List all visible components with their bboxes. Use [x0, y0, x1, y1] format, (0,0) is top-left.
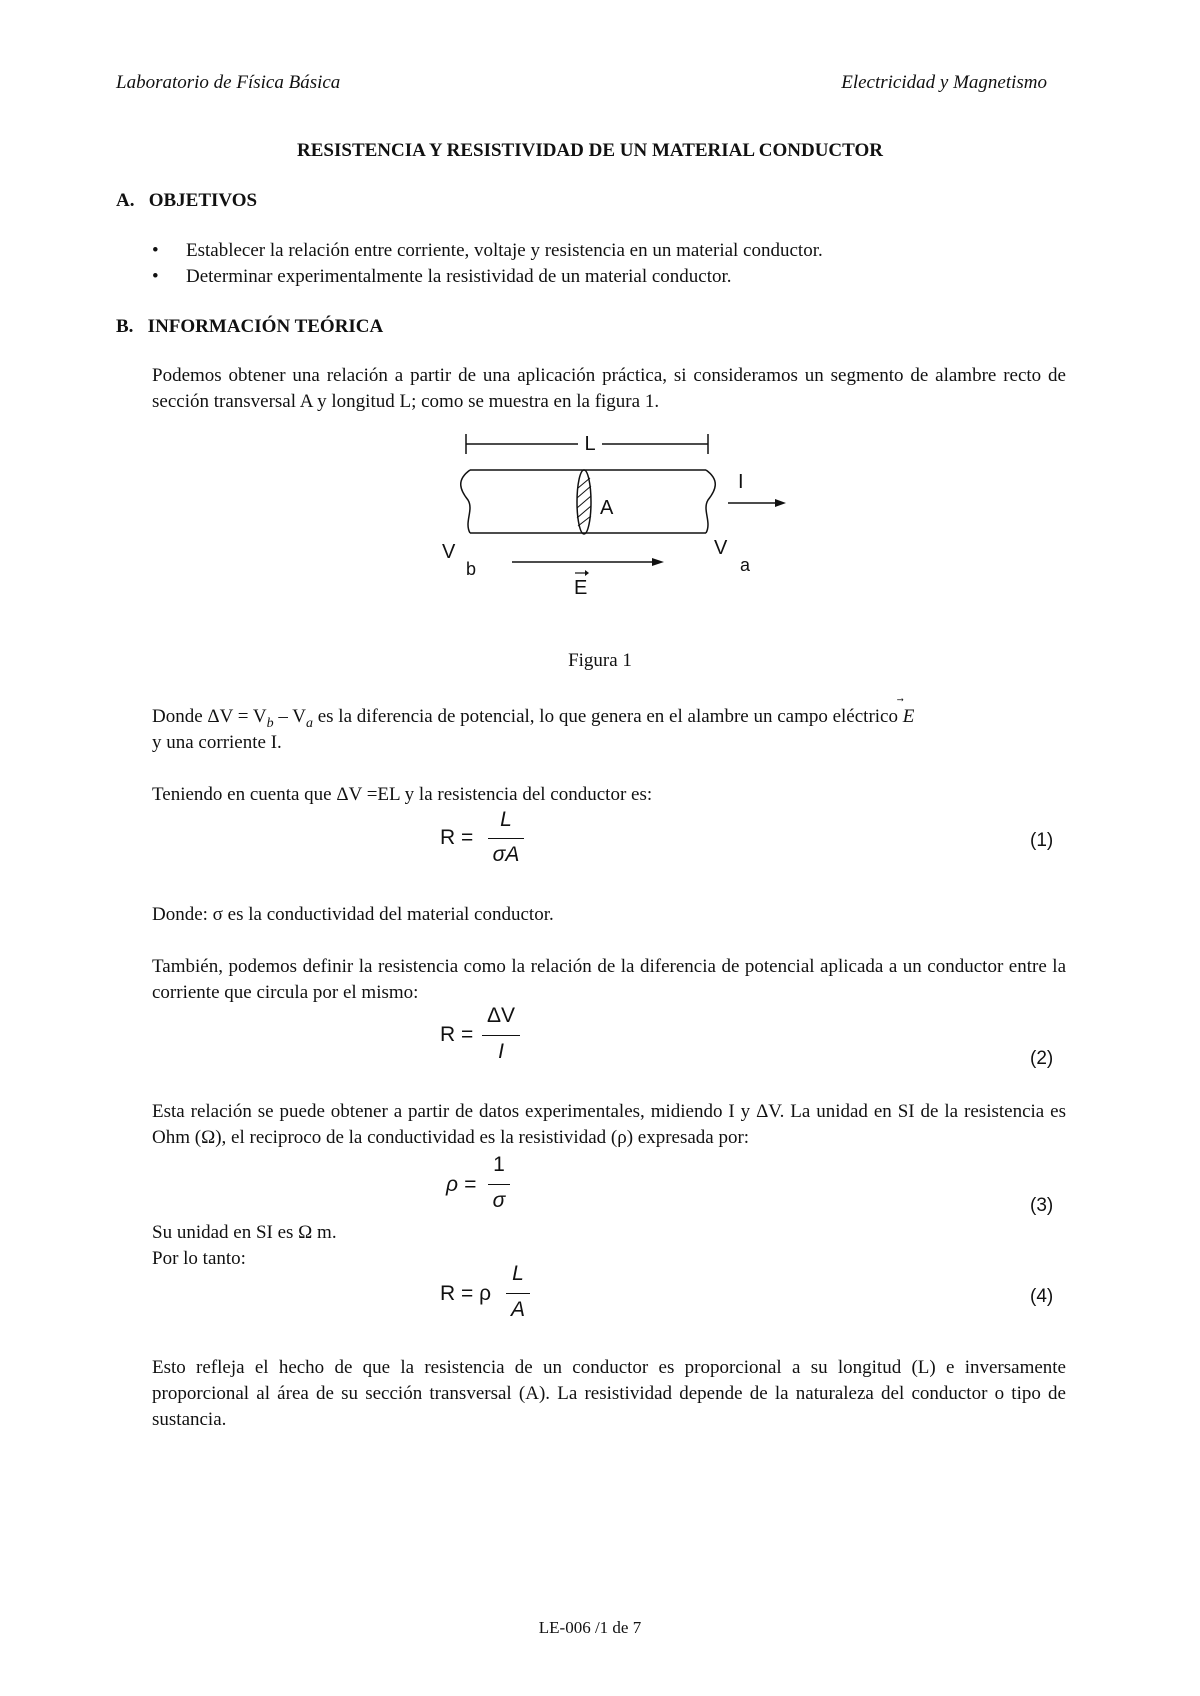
- label-I: I: [738, 471, 744, 493]
- label-E: E: [574, 577, 588, 599]
- current-arrow-head: [775, 499, 786, 507]
- esto-paragraph: Esto refleja el hecho de que la resistencia de un conductor es proporcional a su longitud (L) e inversamente proporcional al área de su sección transversal (A). La resistividad depende de la naturaleza del conductor o tipo de sustancia.: [152, 1357, 1066, 1430]
- vector-arrowhead-E: [585, 570, 589, 576]
- eq4-fraction-bar: [506, 1293, 530, 1294]
- subscript-b: b: [266, 715, 274, 731]
- eq4-lhs: R = ρ: [440, 1282, 492, 1305]
- eq4-denominator: A: [510, 1298, 525, 1321]
- label-Va: V: [714, 537, 728, 559]
- donde-current-line: y una corriente I.: [152, 732, 282, 753]
- eq2-numerator: ΔV: [486, 1004, 516, 1027]
- eq1-fraction-bar: [488, 838, 524, 839]
- bullet-icon: •: [152, 266, 159, 287]
- eq3-lhs: ρ =: [446, 1173, 477, 1196]
- label-Va-subscript: a: [740, 555, 751, 575]
- su-unidad-line: Su unidad en SI es Ω m.: [152, 1222, 337, 1243]
- eq2-fraction-bar: [482, 1035, 520, 1036]
- label-Vb: V: [442, 541, 456, 563]
- por-lo-tanto-line: Por lo tanto:: [152, 1248, 246, 1269]
- vector-E-letter: E: [902, 706, 915, 727]
- eq3-denominator: σ: [492, 1189, 506, 1212]
- bullet-text: Establecer la relación entre corriente, voltaje y resistencia en un material conductor.: [186, 240, 823, 261]
- header-left: Laboratorio de Física Básica: [116, 72, 341, 93]
- text-run: – V: [273, 706, 306, 727]
- page-title: RESISTENCIA Y RESISTIVIDAD DE UN MATERIAL CONDUCTOR: [297, 140, 883, 161]
- eq3-numerator: 1: [493, 1153, 505, 1176]
- esta-paragraph: Esta relación se puede obtener a partir de datos experimentales, midiendo I y ΔV. La unidad en SI de la resistencia es Ohm (Ω), el reciproco de la conductividad es la resistividad (ρ) expresada por:: [152, 1101, 1066, 1148]
- eq2-denominator: I: [498, 1040, 504, 1063]
- wire-left-end: [461, 470, 470, 533]
- eq3-fraction-bar: [488, 1184, 510, 1185]
- bullet-icon: •: [152, 240, 159, 261]
- teniendo-paragraph: Teniendo en cuenta que ΔV =EL y la resistencia del conductor es:: [152, 784, 653, 805]
- header-right: Electricidad y Magnetismo: [841, 72, 1047, 93]
- section-a-heading: A. OBJETIVOS: [116, 190, 258, 211]
- eq4-number: (4): [1030, 1286, 1054, 1307]
- subscript-a: a: [305, 715, 313, 731]
- intro-paragraph: Podemos obtener una relación a partir de una aplicación práctica, si consideramos un segmento de alambre recto de sección transversal A y longitud L; como se muestra en la figura 1.: [152, 365, 1066, 412]
- figure-1-wire-diagram: [430, 428, 830, 608]
- tambien-paragraph: También, podemos definir la resistencia como la relación de la diferencia de potencial aplicada a un conductor entre la corriente que circula por el mismo:: [152, 956, 1066, 1003]
- eq1-lhs: R =: [440, 826, 474, 849]
- text-run: Donde ΔV = V: [152, 706, 267, 727]
- cross-section-hatching: [577, 478, 591, 526]
- label-Vb-subscript: b: [466, 559, 477, 579]
- eq1-number: (1): [1030, 830, 1054, 851]
- page-footer: LE-006 /1 de 7: [538, 1618, 642, 1637]
- label-A: A: [600, 497, 614, 519]
- text-run: es la diferencia de potencial, lo que genera en el alambre un campo eléctrico: [312, 706, 903, 727]
- eq3-number: (3): [1030, 1195, 1054, 1216]
- eq1-numerator: L: [500, 808, 512, 831]
- bullet-text: Determinar experimentalmente la resistividad de un material conductor.: [186, 266, 732, 287]
- label-L: L: [584, 433, 596, 455]
- eq1-denominator: σA: [492, 843, 520, 866]
- donde-conductividad: Donde: σ es la conductividad del material conductor.: [152, 904, 554, 925]
- eq2-lhs: R =: [440, 1023, 474, 1046]
- field-arrow-head: [652, 558, 664, 566]
- section-b-heading: B. INFORMACIÓN TEÓRICA: [116, 316, 384, 337]
- eq2-number: (2): [1030, 1048, 1054, 1069]
- eq4-numerator: L: [512, 1262, 524, 1285]
- vector-E: [903, 706, 915, 727]
- figure-caption: Figura 1: [568, 650, 632, 671]
- wire-right-end: [706, 470, 715, 533]
